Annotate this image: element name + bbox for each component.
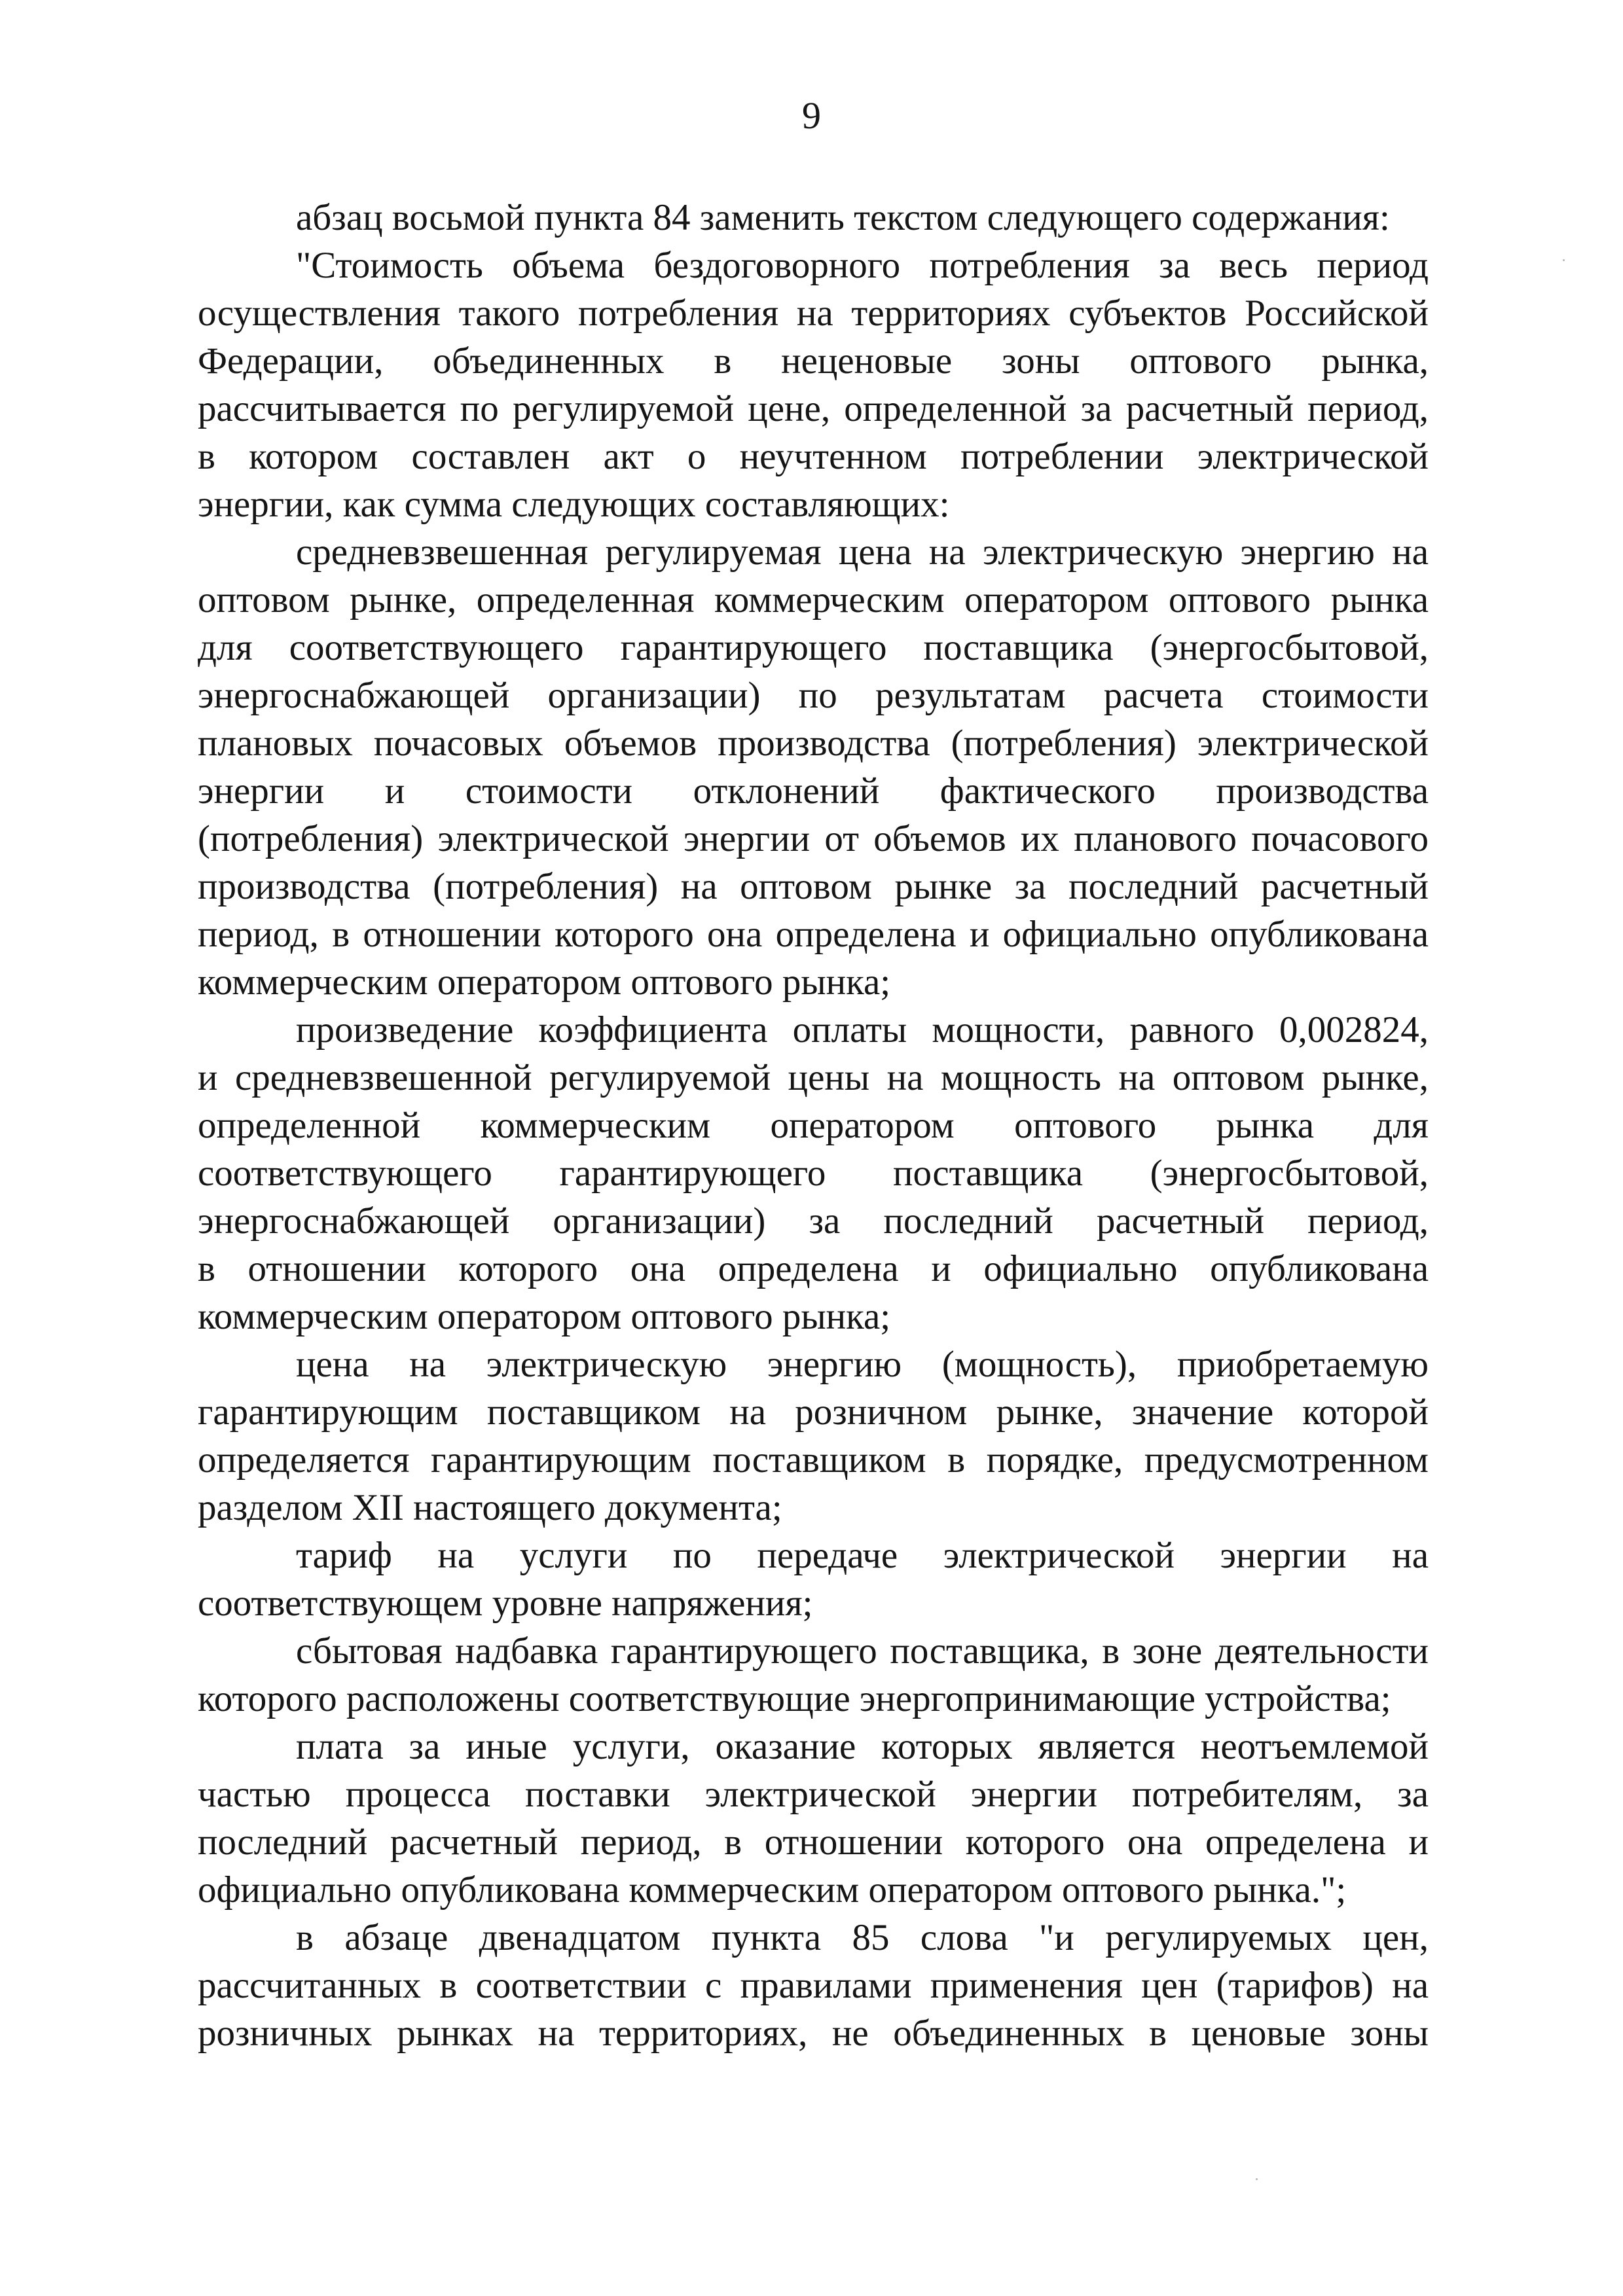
text-line: определенной коммерческим оператором оптового рынка для xyxy=(198,1105,1429,1146)
text-line: тариф на услуги по передаче электрической энергии на xyxy=(296,1535,1429,1576)
text-line: соответствующего гарантирующего поставщика (энергосбытовой, xyxy=(198,1153,1429,1194)
text-line: производства (потребления) на оптовом рынке за последний расчетный xyxy=(198,866,1429,907)
text-line: частью процесса поставки электрической энергии потребителям, за xyxy=(198,1774,1429,1815)
text-line: в абзаце двенадцатом пункта 85 слова "и регулируемых цен, xyxy=(296,1917,1429,1958)
text-line: энергии и стоимости отклонений фактического производства xyxy=(198,770,1429,812)
paragraph-5 xyxy=(198,1340,1429,1532)
paragraph-9 xyxy=(198,1914,1429,2057)
text-line: рассчитанных в соответствии с правилами применения цен (тарифов) на xyxy=(198,1965,1429,2006)
paragraph-4 xyxy=(198,1006,1429,1340)
text-line: плата за иные услуги, оказание которых является неотъемлемой xyxy=(296,1726,1429,1767)
text-line: энергоснабжающей организации) за последний расчетный период, xyxy=(198,1200,1429,1242)
text-line: энергии, как сумма следующих составляющих: xyxy=(198,484,950,525)
text-line: (потребления) электрической энергии от объемов их планового почасового xyxy=(198,818,1429,859)
text-line: в отношении которого она определена и официально опубликована xyxy=(198,1248,1429,1289)
text-line: которого расположены соответствующие энергопринимающие устройства; xyxy=(198,1678,1391,1719)
paragraph-7 xyxy=(198,1627,1429,1723)
text-line: гарантирующим поставщиком на розничном рынке, значение которой xyxy=(198,1391,1429,1433)
text-line: средневзвешенная регулируемая цена на электрическую энергию на xyxy=(296,531,1429,573)
document-body xyxy=(198,194,1429,2057)
text-line: розничных рынках на территориях, не объединенных в ценовые зоны xyxy=(198,2013,1429,2054)
text-line: рассчитывается по регулируемой цене, определенной за расчетный период, xyxy=(198,388,1429,429)
paragraph-6 xyxy=(198,1532,1429,1627)
text-line: плановых почасовых объемов производства (потребления) электрической xyxy=(198,723,1429,764)
text-line: оптовом рынке, определенная коммерческим оператором оптового рынка xyxy=(198,579,1429,620)
paragraph-2 xyxy=(198,242,1429,528)
text-line: коммерческим оператором оптового рынка; xyxy=(198,1296,891,1337)
text-line: и средневзвешенной регулируемой цены на мощность на оптовом рынке, xyxy=(198,1057,1429,1098)
text-line: Федерации, объединенных в неценовые зоны оптового рынка, xyxy=(198,340,1429,382)
text-line: соответствующем уровне напряжения; xyxy=(198,1583,813,1624)
paragraph-3 xyxy=(198,528,1429,1006)
text-line: "Стоимость объема бездоговорного потребления за весь период xyxy=(296,245,1429,286)
text-line: официально опубликована коммерческим оператором оптового рынка."; xyxy=(198,1869,1347,1910)
text-line: для соответствующего гарантирующего поставщика (энергосбытовой, xyxy=(198,627,1429,668)
text-line: определяется гарантирующим поставщиком в порядке, предусмотренном xyxy=(198,1439,1429,1480)
text-line: разделом XII настоящего документа; xyxy=(198,1487,782,1528)
text-line: произведение коэффициента оплаты мощности, равного 0,002824, xyxy=(296,1009,1429,1050)
text-line: коммерческим оператором оптового рынка; xyxy=(198,961,891,1003)
text-line: сбытовая надбавка гарантирующего поставщика, в зоне деятельности xyxy=(296,1630,1429,1672)
text-line: энергоснабжающей организации) по результатам расчета стоимости xyxy=(198,675,1429,716)
text-line: в котором составлен акт о неучтенном потреблении электрической xyxy=(198,436,1429,477)
text-line: абзац восьмой пункта 84 заменить текстом следующего содержания: xyxy=(296,197,1390,238)
paragraph-1 xyxy=(198,194,1429,242)
paragraph-8 xyxy=(198,1723,1429,1914)
scan-speck xyxy=(1563,259,1565,261)
text-line: последний расчетный период, в отношении которого она определена и xyxy=(198,1821,1429,1863)
text-line: цена на электрическую энергию (мощность), приобретаемую xyxy=(296,1344,1429,1385)
text-line: осуществления такого потребления на территориях субъектов Российской xyxy=(198,293,1429,334)
page-number: 9 xyxy=(802,94,821,137)
scan-speck xyxy=(1256,2178,1258,2180)
text-line: период, в отношении которого она определена и официально опубликована xyxy=(198,914,1429,955)
